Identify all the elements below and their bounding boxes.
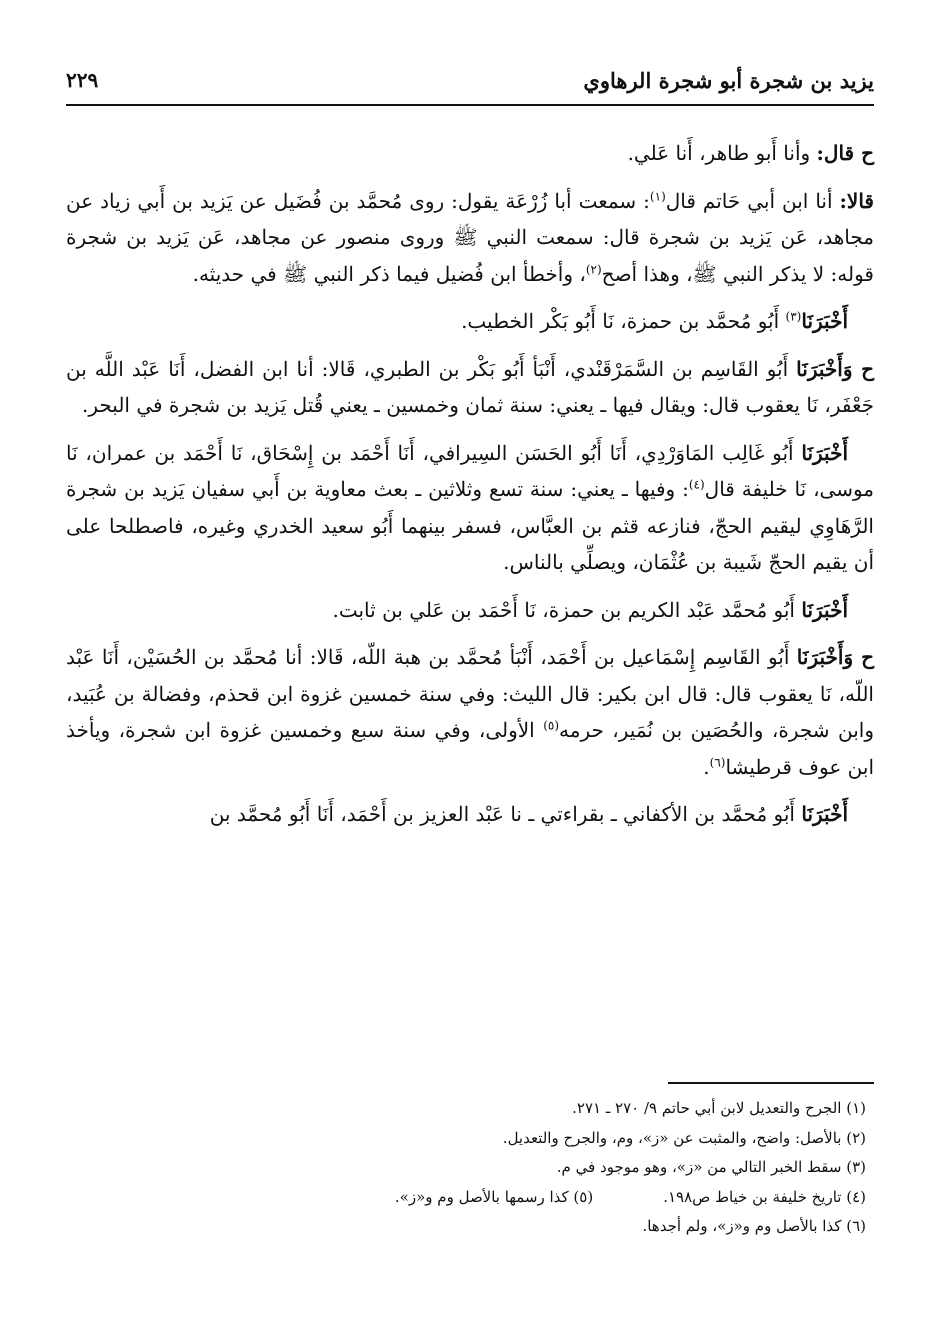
footnote-5: (٥) كذا رسمها بالأصل وم و«ز». bbox=[394, 1187, 594, 1206]
paragraph-keyword: ح وَأَخْبَرَنَا bbox=[796, 645, 874, 669]
paragraph bbox=[66, 183, 874, 293]
paragraph-text: الأولى، وفي سنة سبع وخمسين غزوة ابن شجرة، ويأخذ ابن عوف قرطيشا bbox=[66, 718, 874, 779]
paragraph-text: وأنا أَبو طاهر، أَنا عَلي. bbox=[627, 141, 817, 165]
footnote-4: (٤) تاريخ خليفة بن خياط ص١٩٨. bbox=[663, 1187, 866, 1206]
footnote-row-4-5 bbox=[66, 1183, 874, 1213]
paragraph bbox=[66, 796, 874, 833]
footnotes bbox=[66, 1082, 874, 1242]
footnote-1: (١) الجرح والتعديل لابن أبي حاتم ٩/ ٢٧٠ ـ ٢٧١. bbox=[572, 1099, 866, 1117]
main-text bbox=[66, 135, 874, 844]
paragraph-keyword: أَخْبَرَنَا bbox=[801, 440, 848, 465]
footnote-marker: (٦) bbox=[709, 754, 726, 769]
paragraph bbox=[66, 303, 874, 340]
footnote-marker: (٥) bbox=[543, 718, 560, 733]
paragraph-text: . bbox=[703, 754, 710, 779]
paragraph bbox=[66, 592, 874, 629]
footnote-2: (٢) بالأصل: واضح، والمثبت عن «ز»، وم، والجرح والتعديل. bbox=[502, 1128, 866, 1147]
paragraph bbox=[66, 639, 874, 785]
paragraph-text: ، وأخطأ ابن فُضيل فيما ذكر النبي ﷺ في حديثه. bbox=[192, 261, 586, 286]
paragraph bbox=[66, 351, 874, 424]
paragraph-text: : سمعت أبا زُرْعَة يقول: روى مُحمَّد بن فُضَيل عن يَزيد بن أَبي زياد عن مجاهد، عَن يَزيد بن شجرة قال: سمعت النبي ﷺ وروى منصور عن مجاهد، عَن يَزيد بن شجرة قوله: لا يذكر النبي ﷺ، وهذا أصح bbox=[66, 188, 874, 286]
paragraph-text: : وفيها ـ يعني: سنة تسع وثلاثين ـ بعث معاوية بن أَبي سفيان يَزيد بن شجرة الرَّهَاوِي ليقيم الحجّ، فنازعه قثم بن العبَّاس، فسفر بينهما أَبُو سعيد الخدري وغيره، فاصطلحا على أن يقيم الحجّ شَيبة بن عُثْمَان، ويصلِّي بالناس. bbox=[66, 477, 874, 574]
paragraph bbox=[66, 435, 874, 581]
paragraph-keyword: ح وَأَخْبَرَنَا bbox=[796, 356, 874, 381]
running-title: يزيد بن شجرة أبو شجرة الرهاوي bbox=[583, 68, 874, 93]
paragraph-keyword: ح قال: bbox=[816, 141, 874, 165]
paragraph-text: أَبُو مُحمَّد عَبْد الكريم بن حمزة، نَا أَحْمَد بن عَلي بن ثابت. bbox=[332, 597, 802, 622]
paragraph-text: أَبُو القَاسِم بن السَّمَرْقَنْدي، أَنْبَأ أَبُو بَكْر بن الطبري، قَالا: أنا ابن الفضل، أَنَا عَبْد اللَّه بن جَعْفَر، نَا يعقوب قال: ويقال فيها ـ يعني: سنة ثمان وخمسين ـ يعني قُتل يَزيد بن شجرة في البحر. bbox=[66, 356, 874, 417]
paragraph-keyword: أَخْبَرَنَا bbox=[801, 597, 848, 622]
paragraph-text: أَبُو مُحمَّد بن حمزة، نَا أَبُو بَكْر الخطيب. bbox=[461, 309, 786, 333]
paragraph-keyword: أَخْبَرَنَا bbox=[801, 309, 848, 333]
footnote-3: (٣) سقط الخبر التالي من «ز»، وهو موجود في م. bbox=[556, 1158, 866, 1176]
paragraph-text: أَبُو غَالِب المَاوَرْدِي، أَنَا أَبُو الحَسَن السِيرافي، أَنَا أَحْمَد بن إِسْحَاق، نَا أَحْمَد بن عمران، نَا موسى، نَا خليفة قال bbox=[66, 440, 874, 501]
paragraph-keyword: أَخْبَرَنَا bbox=[801, 802, 848, 826]
paragraph-text: أَبُو القَاسِم إِسْمَاعيل بن أَحْمَد، أَنْبَأ مُحمَّد بن هبة اللّه، قَالا: أنا مُحمَّد بن الحُسَيْن، أَنَا عَبْد اللّه، نَا يعقوب قال: قال ابن بكير: قال الليث: وفي سنة خمسين غزوة ابن قحذم، وفضالة بن عُبَيد، وابن شجرة، والحُصَين بن نُمَير، حرمه bbox=[66, 645, 874, 742]
footnote-marker: (٢) bbox=[585, 261, 602, 276]
footnote-6: (٦) كذا بالأصل وم و«ز»، ولم أجدها. bbox=[642, 1217, 866, 1235]
paragraph bbox=[66, 135, 874, 172]
paragraph-keyword: قالا: bbox=[839, 188, 874, 213]
footnote-marker: (١) bbox=[649, 188, 666, 203]
footnote-marker: (٤) bbox=[688, 477, 705, 492]
page-number: ٢٢٩ bbox=[66, 68, 99, 92]
paragraph-text: أَبُو مُحمَّد بن الأكفاني ـ بقراءتي ـ نا عَبْد العزيز بن أَحْمَد، أَنَا أَبُو مُحمَّد بن bbox=[209, 802, 802, 826]
footnote-marker: (٣) bbox=[785, 309, 802, 324]
footnote-divider bbox=[668, 1082, 874, 1084]
page-header bbox=[66, 66, 874, 106]
paragraph-text: أنا ابن أبي حَاتم قال bbox=[665, 188, 840, 213]
